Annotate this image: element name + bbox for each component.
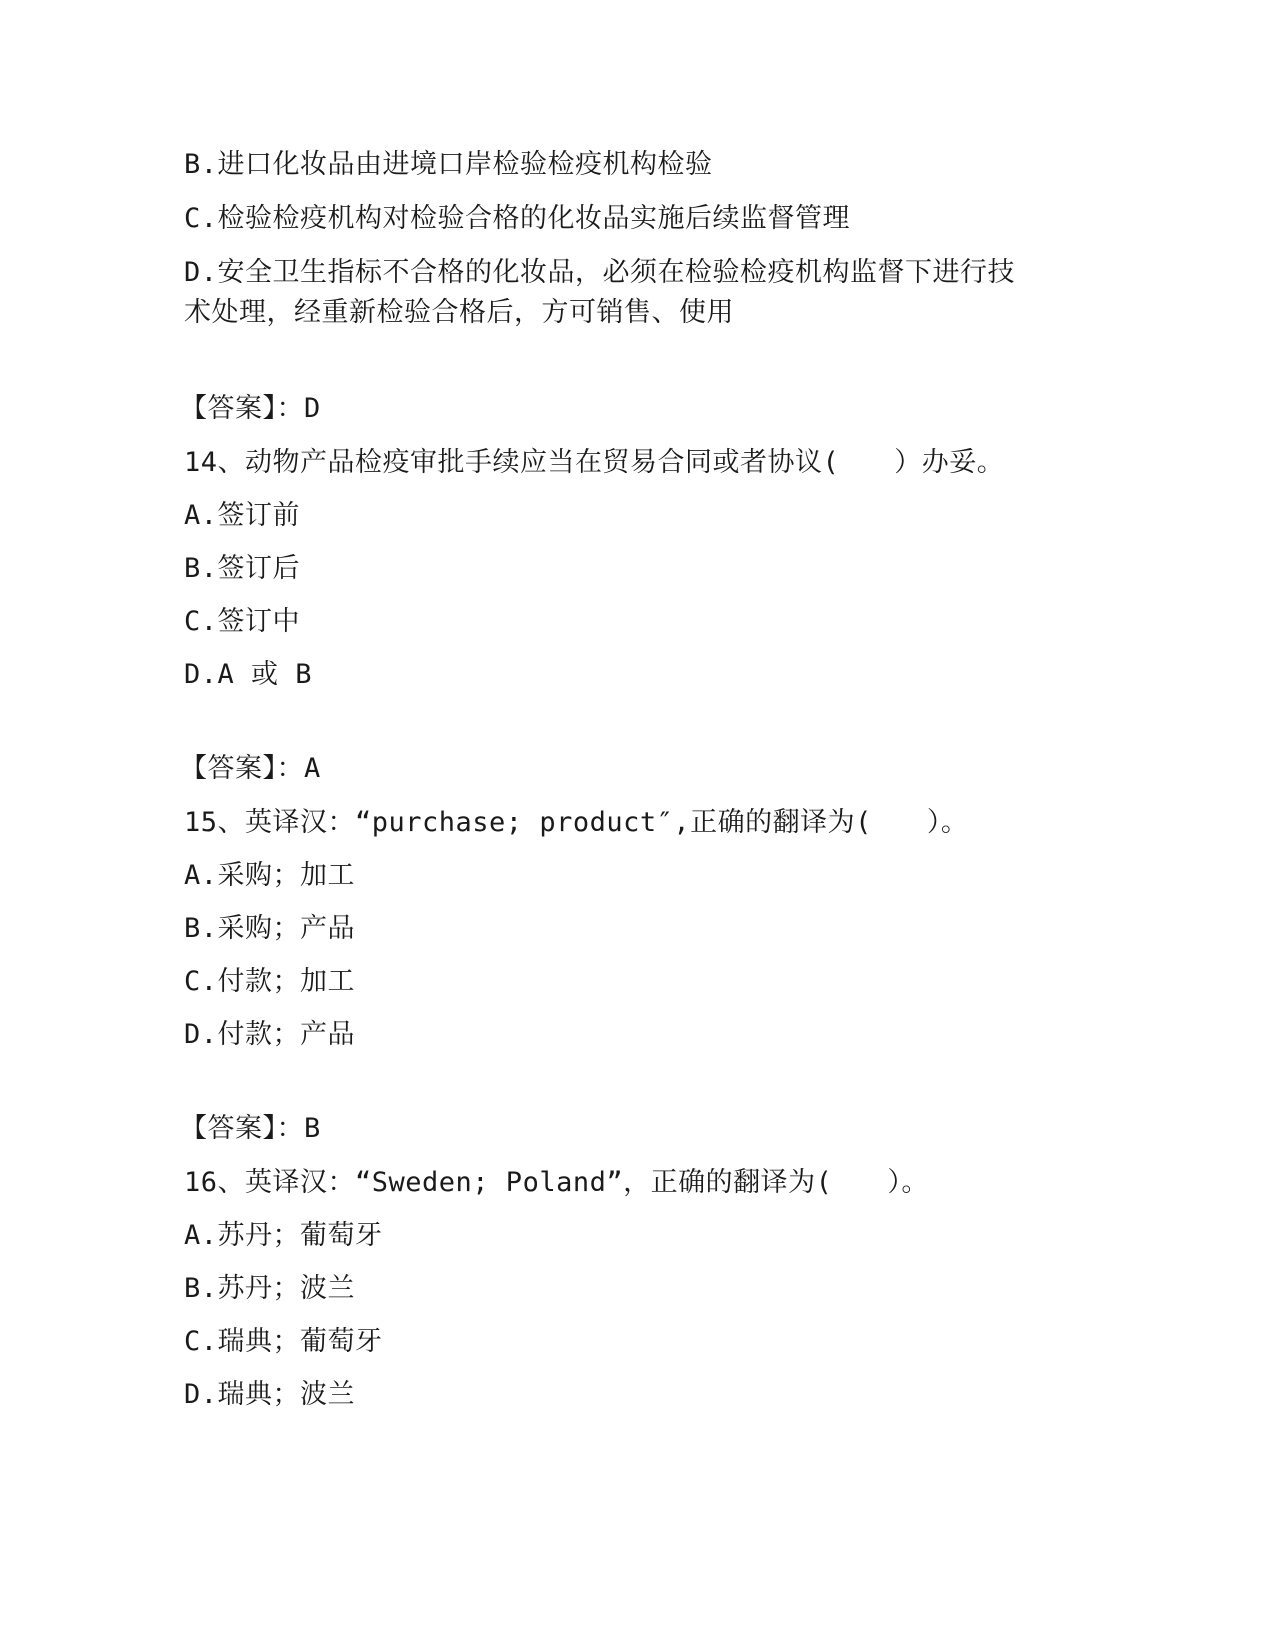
option-b: B.进口化妆品由进境口岸检验检疫机构检验 bbox=[184, 149, 713, 180]
answer-13: 【答案】：D bbox=[180, 393, 321, 424]
option-c: C.检验检疫机构对检验合格的化妆品实施后续监督管理 bbox=[184, 203, 851, 234]
q14-option-b: B.签订后 bbox=[184, 553, 301, 584]
q16-option-a: A.苏丹；葡萄牙 bbox=[184, 1220, 383, 1251]
q14-option-d: D.A 或 B bbox=[184, 659, 313, 690]
answer-14: 【答案】：A bbox=[180, 753, 321, 784]
q15-option-d: D.付款；产品 bbox=[184, 1019, 356, 1050]
q15-option-b: B.采购；产品 bbox=[184, 913, 356, 944]
question-15: 15、英译汉：“purchase; product″,正确的翻译为( ）。 bbox=[184, 807, 969, 838]
answer-15: 【答案】：B bbox=[180, 1113, 321, 1144]
q14-option-a: A.签订前 bbox=[184, 500, 301, 531]
q16-option-b: B.苏丹；波兰 bbox=[184, 1273, 356, 1304]
question-14: 14、动物产品检疫审批手续应当在贸易合同或者协议( ）办妥。 bbox=[184, 447, 1005, 478]
q14-option-c: C.签订中 bbox=[184, 606, 301, 637]
q15-option-c: C.付款；加工 bbox=[184, 966, 356, 997]
option-d-continued: 术处理，经重新检验合格后，方可销售、使用 bbox=[184, 297, 734, 328]
option-d: D.安全卫生指标不合格的化妆品，必须在检验检疫机构监督下进行技 bbox=[184, 257, 1016, 288]
q16-option-c: C.瑞典；葡萄牙 bbox=[184, 1326, 383, 1357]
q15-option-a: A.采购；加工 bbox=[184, 860, 356, 891]
q16-option-d: D.瑞典；波兰 bbox=[184, 1379, 356, 1410]
question-16: 16、英译汉：“Sweden; Poland”，正确的翻译为( ）。 bbox=[184, 1167, 929, 1198]
